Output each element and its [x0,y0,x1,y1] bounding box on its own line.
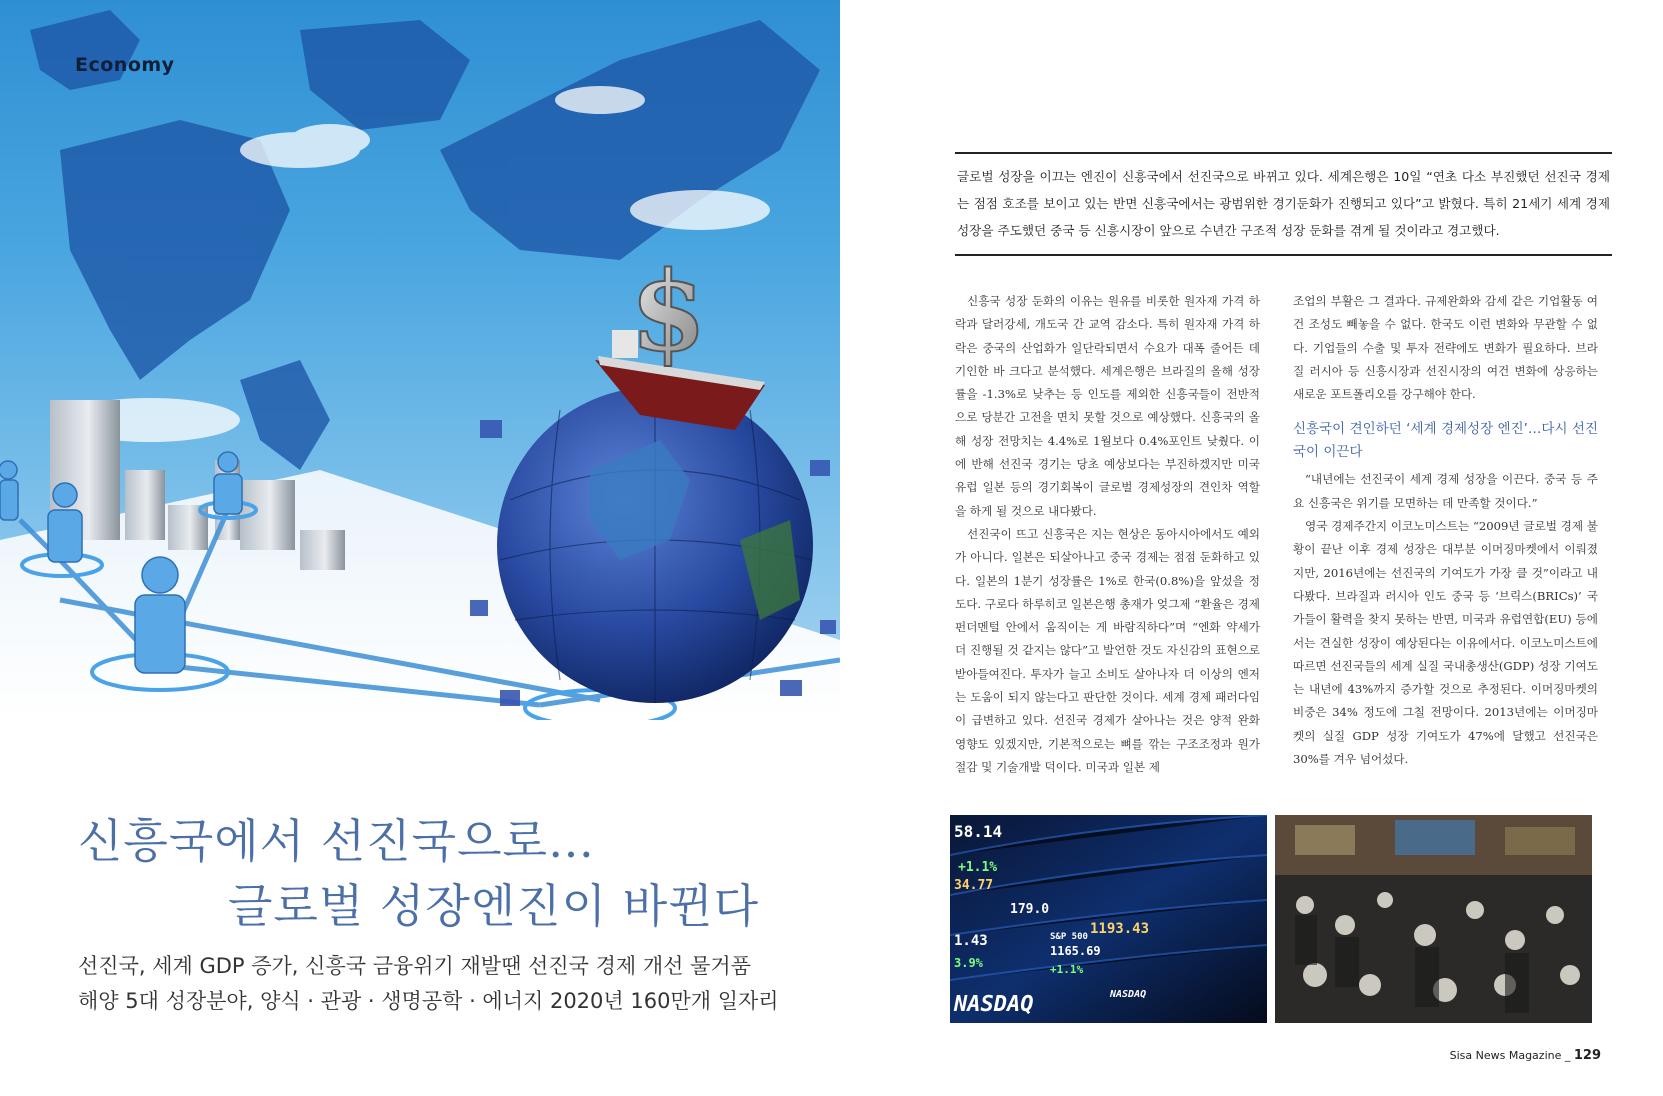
ticker-number: 1.43 [954,933,988,949]
body-paragraph: 신흥국 성장 둔화의 이유는 원유를 비롯한 원자재 가격 하락과 달러강세, 개도국 간 교역 감소다. 특히 원자재 가격 하락은 중국의 산업화가 일단락되면서 수요가 대폭 줄어든 데 기인한 바 크다고 분석했다. 세계은행은 브라질의 올해 성장률을 -1.3%로 낮추는 등 인도를 제외한 신흥국들이 전반적으로 당분간 고전을 면치 못할 것으로 예상했다. 신흥국의 올해 성장 전망치는 4.4%로 1월보다 0.4%포인트 낮췄다. 이에 반해 선진국 경기는 당초 예상보다는 부진하겠지만 미국 유럽 일본 등의 경기회복이 글로벌 경제성장의 견인차 역할을 하게 될 것으로 내다봤다. [955,294,1260,518]
page-number: 129 [1573,1048,1601,1063]
lead-paragraph: 글로벌 성장을 이끄는 엔진이 신흥국에서 선진국으로 바뀌고 있다. 세계은행은 10일 “연초 다소 부진했던 선진국 경제는 점점 호조를 보이고 있는 반면 신흥국에서는 광범위한 경기둔화가 진행되고 있다”고 밝혔다. 특히 21세기 세계 경제성장을 주도했던 중국 등 신흥시장이 앞으로 수년간 구조적 성장 둔화를 겪게 될 것이라고 경고했다. [955,152,1612,256]
section-subheading: 신흥국이 견인하던 ‘세계 경제성장 엔진’…다시 선진국이 이끈다 [1293,421,1598,461]
body-paragraph: “내년에는 선진국이 세계 경제 성장을 이끈다. 중국 등 주요 신흥국은 위기를 모면하는 데 만족할 것이다.” [1293,472,1598,510]
ticker-number: 3.9% [954,956,983,970]
page-footer [1450,1048,1601,1063]
ticker-label: NASDAQ [1110,989,1147,1000]
stock-ticker-photo [950,815,1267,1023]
hero-illustration [0,0,840,720]
dollar-sign-icon: $ [630,247,707,376]
ticker-number: 58.14 [954,822,1003,841]
hero-artwork [0,0,840,720]
ticker-label: NASDAQ [954,992,1034,1017]
ticker-number: 34.77 [954,878,994,893]
trading-floor-photo [1275,815,1592,1023]
subheadline-1: 선진국, 세계 GDP 증가, 신흥국 금융위기 재발땐 선진국 경제 개선 물거품 [78,954,751,978]
ticker-number: 1165.69 [1050,944,1101,958]
body-paragraph: 영국 경제주간지 이코노미스트는 “2009년 글로벌 경제 불황이 끝난 이후 경제 성장은 대부분 이머징마켓에서 이뤄졌지만, 2016년에는 선진국의 기여도가 가장 클 것”이라고 내다봤다. 브라질과 러시아 인도 중국 등 ‘브릭스(BRICs)’ 국가들이 활력을 찾지 못하는 반면, 미국과 유럽연합(EU) 등에서는 견실한 성장이 예상된다는 이유에서다. 이코노미스트에 따르면 선진국들의 세계 실질 국내총생산(GDP) 성장 기여도는 내년에 43%까지 증가할 것으로 추정된다. 이머징마켓의 비중은 34% 정도에 그칠 전망이다. 2013년에는 이머징마켓의 실질 GDP 성장 기여도가 47%에 달했고 선진국은 30%를 겨우 넘어섰다. [1293,519,1598,767]
ticker-label: S&P 500 [1050,932,1088,942]
headline-line-1: 신흥국에서 선진국으로… [78,814,595,868]
subheadline-2: 해양 5대 성장분야, 양식 · 관광 · 생명공학 · 에너지 2020년 160만개 일자리 [78,989,779,1013]
magazine-name: Sisa News Magazine _ [1449,1049,1571,1062]
ticker-number: +1.1% [958,860,998,875]
ticker-number: 179.0 [1010,902,1050,917]
body-paragraph: 선진국이 뜨고 신흥국은 지는 현상은 동아시아에서도 예외가 아니다. 일본은 되살아나고 중국 경제는 점점 둔화하고 있다. 일본의 1분기 성장률은 1%로 한국(0.8%)을 앞섰을 정도다. 구로다 하루히코 일본은행 총재가 엊그제 “환율은 경제 펀더멘털 안에서 움직이는 게 바람직하다”며 “엔화 약세가 더 진행될 것 같지는 않다”고 발언한 것도 자신감의 표현으로 받아들여진다. 투자가 늘고 소비도 살아나자 더 이상의 엔저는 도움이 되지 않는다고 판단한 것이다. 세계 경제 패러다임이 급변하고 있다. 선진국 경제가 살아나는 것은 양적 완화 영향도 있겠지만, 기본적으로는 뼈를 깎는 구조조정과 원가절감 및 기술개발 덕이다. 미국과 일본 제 [955,526,1260,774]
ticker-number: 1193.43 [1090,921,1150,937]
body-paragraph: 조업의 부활은 그 결과다. 규제완화와 감세 같은 기업활동 여건 조성도 빼놓을 수 없다. 한국도 이런 변화와 무관할 수 없다. 기업들의 수출 및 투자 전략에도 변화가 필요하다. 브라질 러시아 등 신흥시장과 선진시장의 여건 변화에 상응하는 새로운 포트폴리오를 강구해야 한다. [1293,294,1598,402]
article-column-2 [1293,290,1598,771]
section-label: Economy [75,54,175,76]
article-column-1 [955,290,1260,779]
ticker-number: +1.1% [1050,963,1084,976]
headline-line-2: 글로벌 성장엔진이 바뀐다 [228,879,760,933]
